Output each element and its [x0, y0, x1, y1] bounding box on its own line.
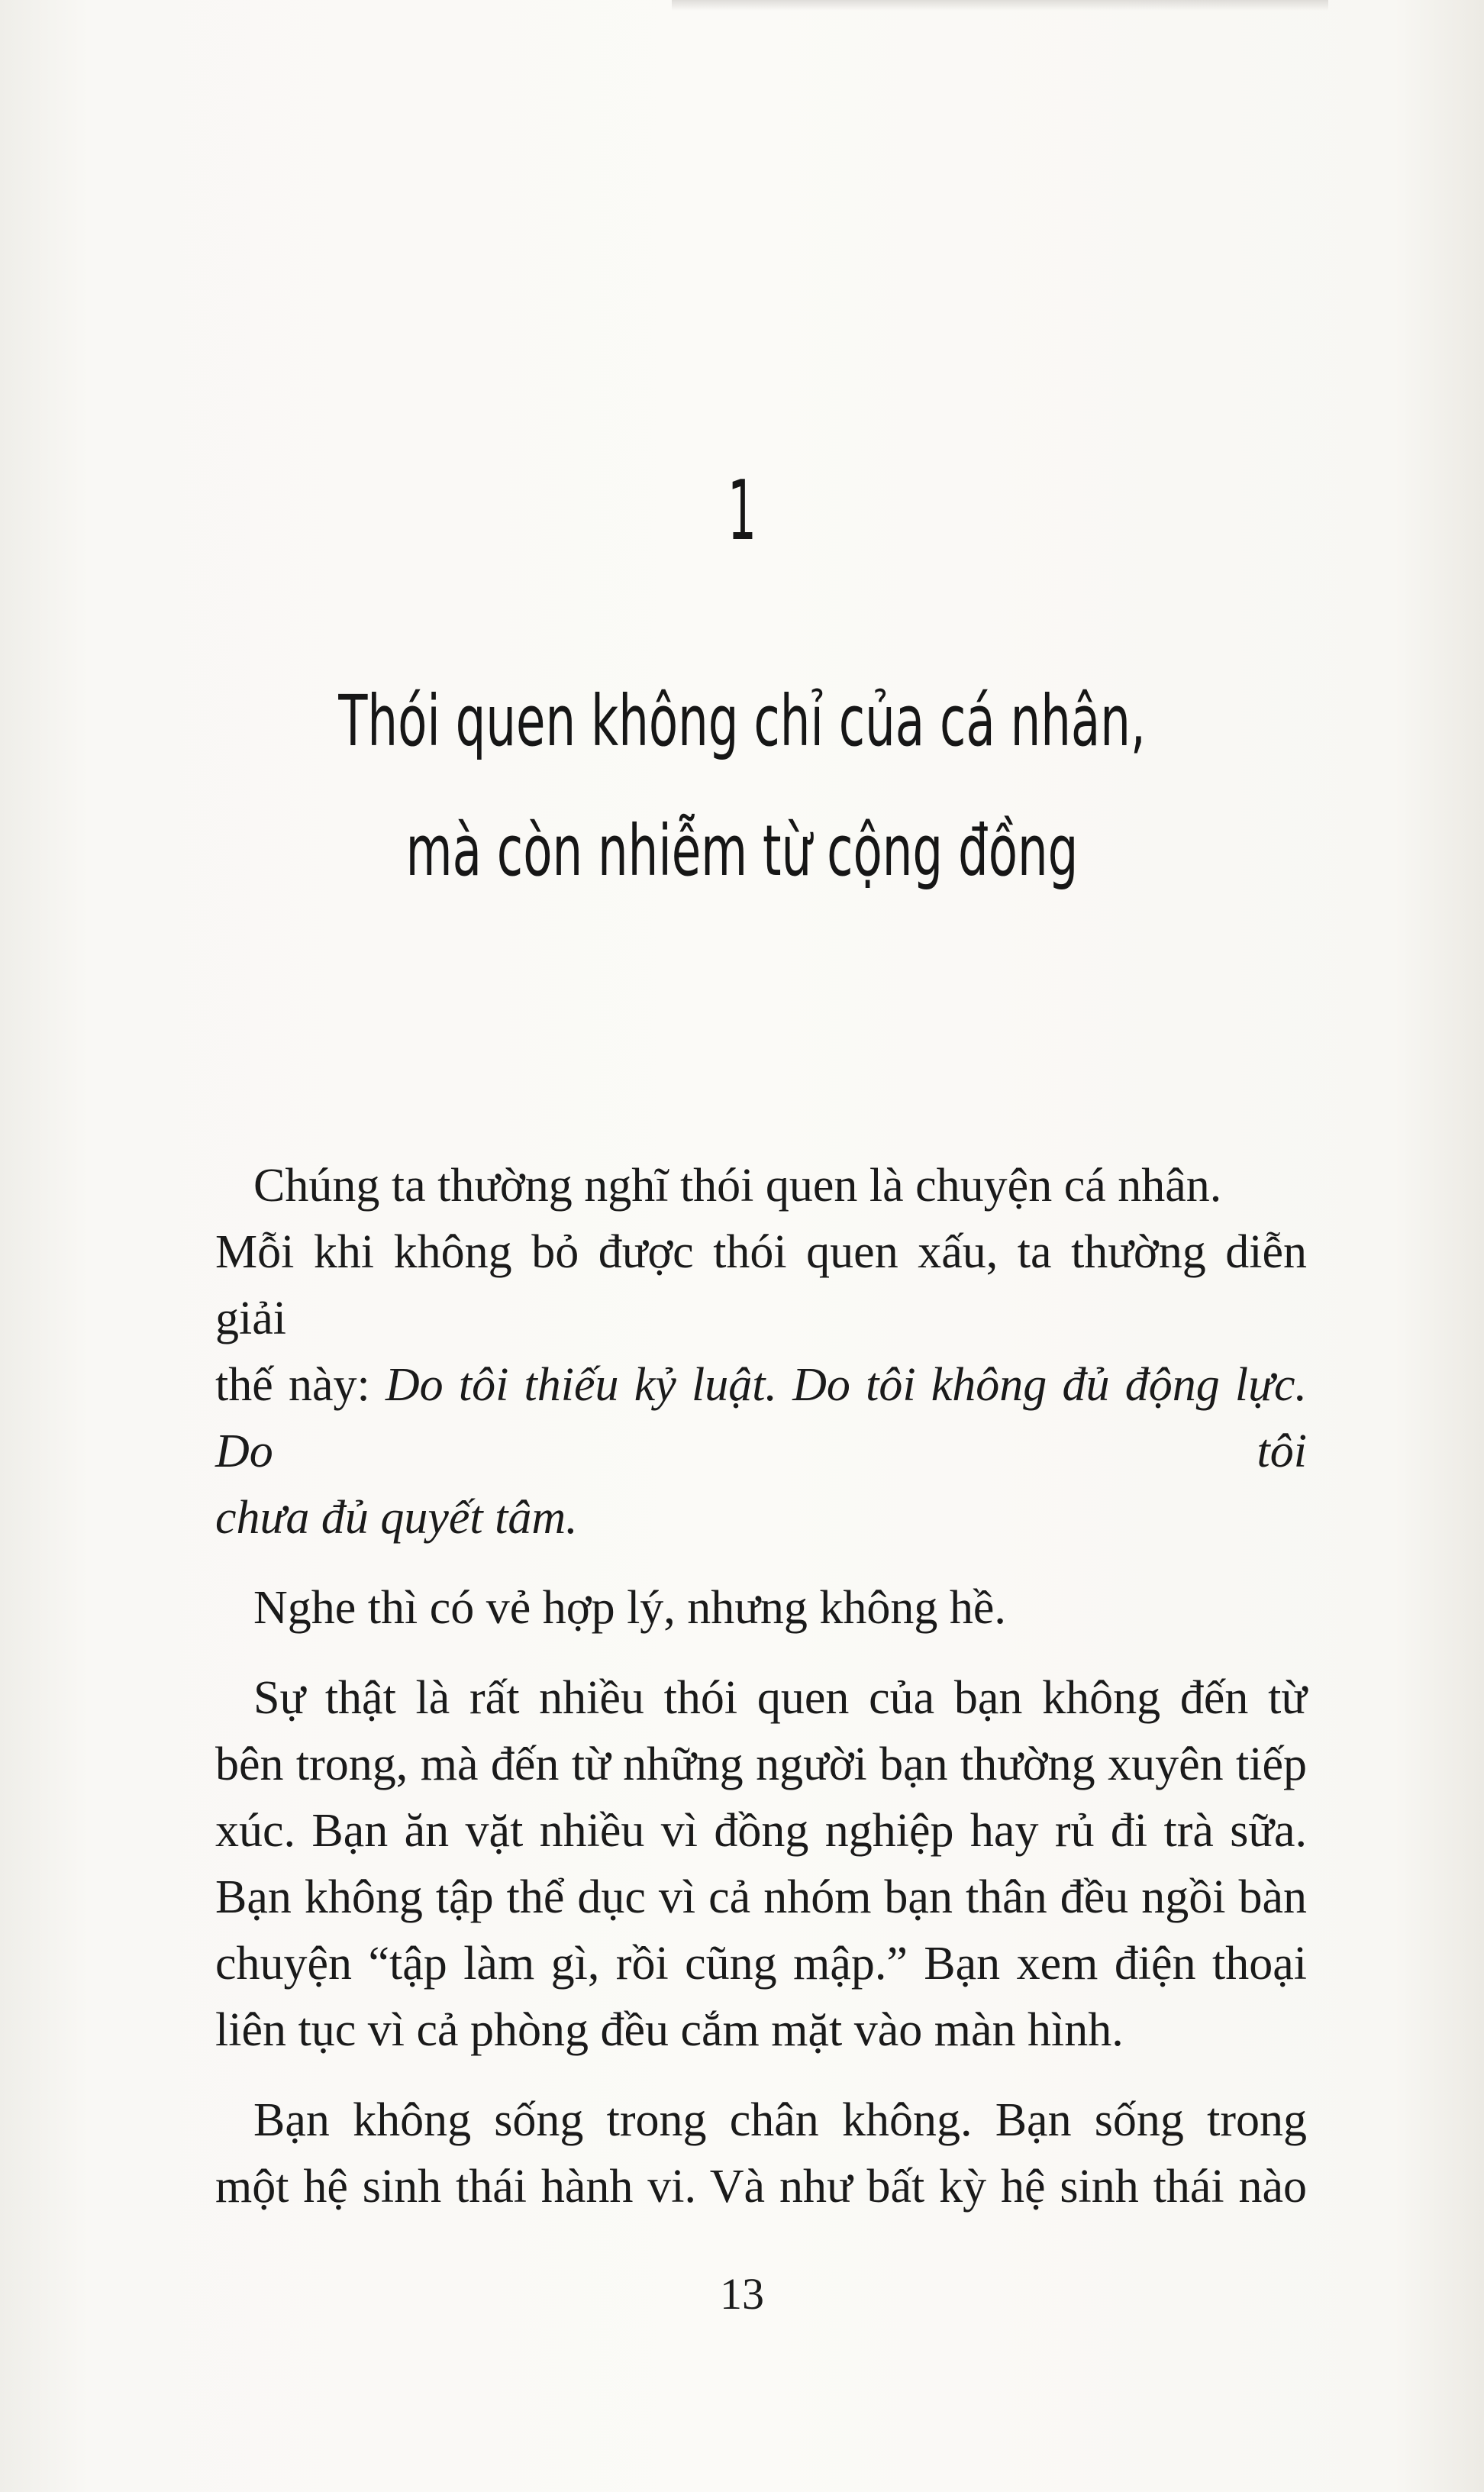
- paragraph-3: [215, 1665, 1307, 2064]
- body-text: [215, 1153, 1307, 2220]
- paragraph-1: [215, 1153, 1307, 1551]
- paragraph-line: liên tục vì cả phòng đều cắm mặt vào màn hình.: [215, 2004, 1124, 2056]
- paragraph-line: bên trong, mà đến từ những người bạn thường xuyên tiếp: [215, 1738, 1307, 1790]
- paragraph-line: Chúng ta thường nghĩ thói quen là chuyện cá nhân.: [253, 1160, 1222, 1212]
- chapter-title-line-2: mà còn nhiễm từ cộng đồng: [405, 810, 1079, 892]
- paragraph-4: [215, 2087, 1307, 2220]
- page-number: 13: [720, 2269, 764, 2319]
- paragraph-line: Mỗi khi không bỏ được thói quen xấu, ta thường diễn giải: [215, 1226, 1307, 1344]
- paragraph-line: Bạn không tập thể dục vì cả nhóm bạn thân đều ngồi bàn: [215, 1871, 1307, 1923]
- paragraph-line: Bạn không sống trong chân không. Bạn sống trong: [253, 2094, 1307, 2146]
- paragraph-line: chuyện “tập làm gì, rồi cũng mập.” Bạn xem điện thoại: [215, 1938, 1307, 1990]
- paragraph-2: [215, 1575, 1307, 1641]
- scan-edge-shadow: [672, 0, 1328, 11]
- paragraph-line: [215, 1352, 1307, 1485]
- chapter-number: 1: [727, 463, 757, 559]
- paragraph-line: xúc. Bạn ăn vặt nhiều vì đồng nghiệp hay rủ đi trà sữa.: [215, 1805, 1307, 1857]
- paragraph-line: Sự thật là rất nhiều thói quen của bạn không đến từ: [253, 1672, 1307, 1724]
- chapter-title-line-1: Thói quen không chỉ của cá nhân,: [338, 680, 1146, 762]
- paragraph-line: [215, 1485, 1307, 1551]
- italic-phrase: Do tôi thiếu kỷ luật. Do tôi không đủ động lực. Do tôi: [215, 1359, 1307, 1477]
- chapter-title: [0, 657, 1484, 916]
- italic-phrase: chưa đủ quyết tâm.: [215, 1492, 578, 1544]
- paragraph-line: một hệ sinh thái hành vi. Và như bất kỳ hệ sinh thái nào: [215, 2161, 1307, 2213]
- paragraph-text: thế này:: [215, 1359, 386, 1411]
- paragraph-line: Nghe thì có vẻ hợp lý, nhưng không hề.: [253, 1582, 1006, 1634]
